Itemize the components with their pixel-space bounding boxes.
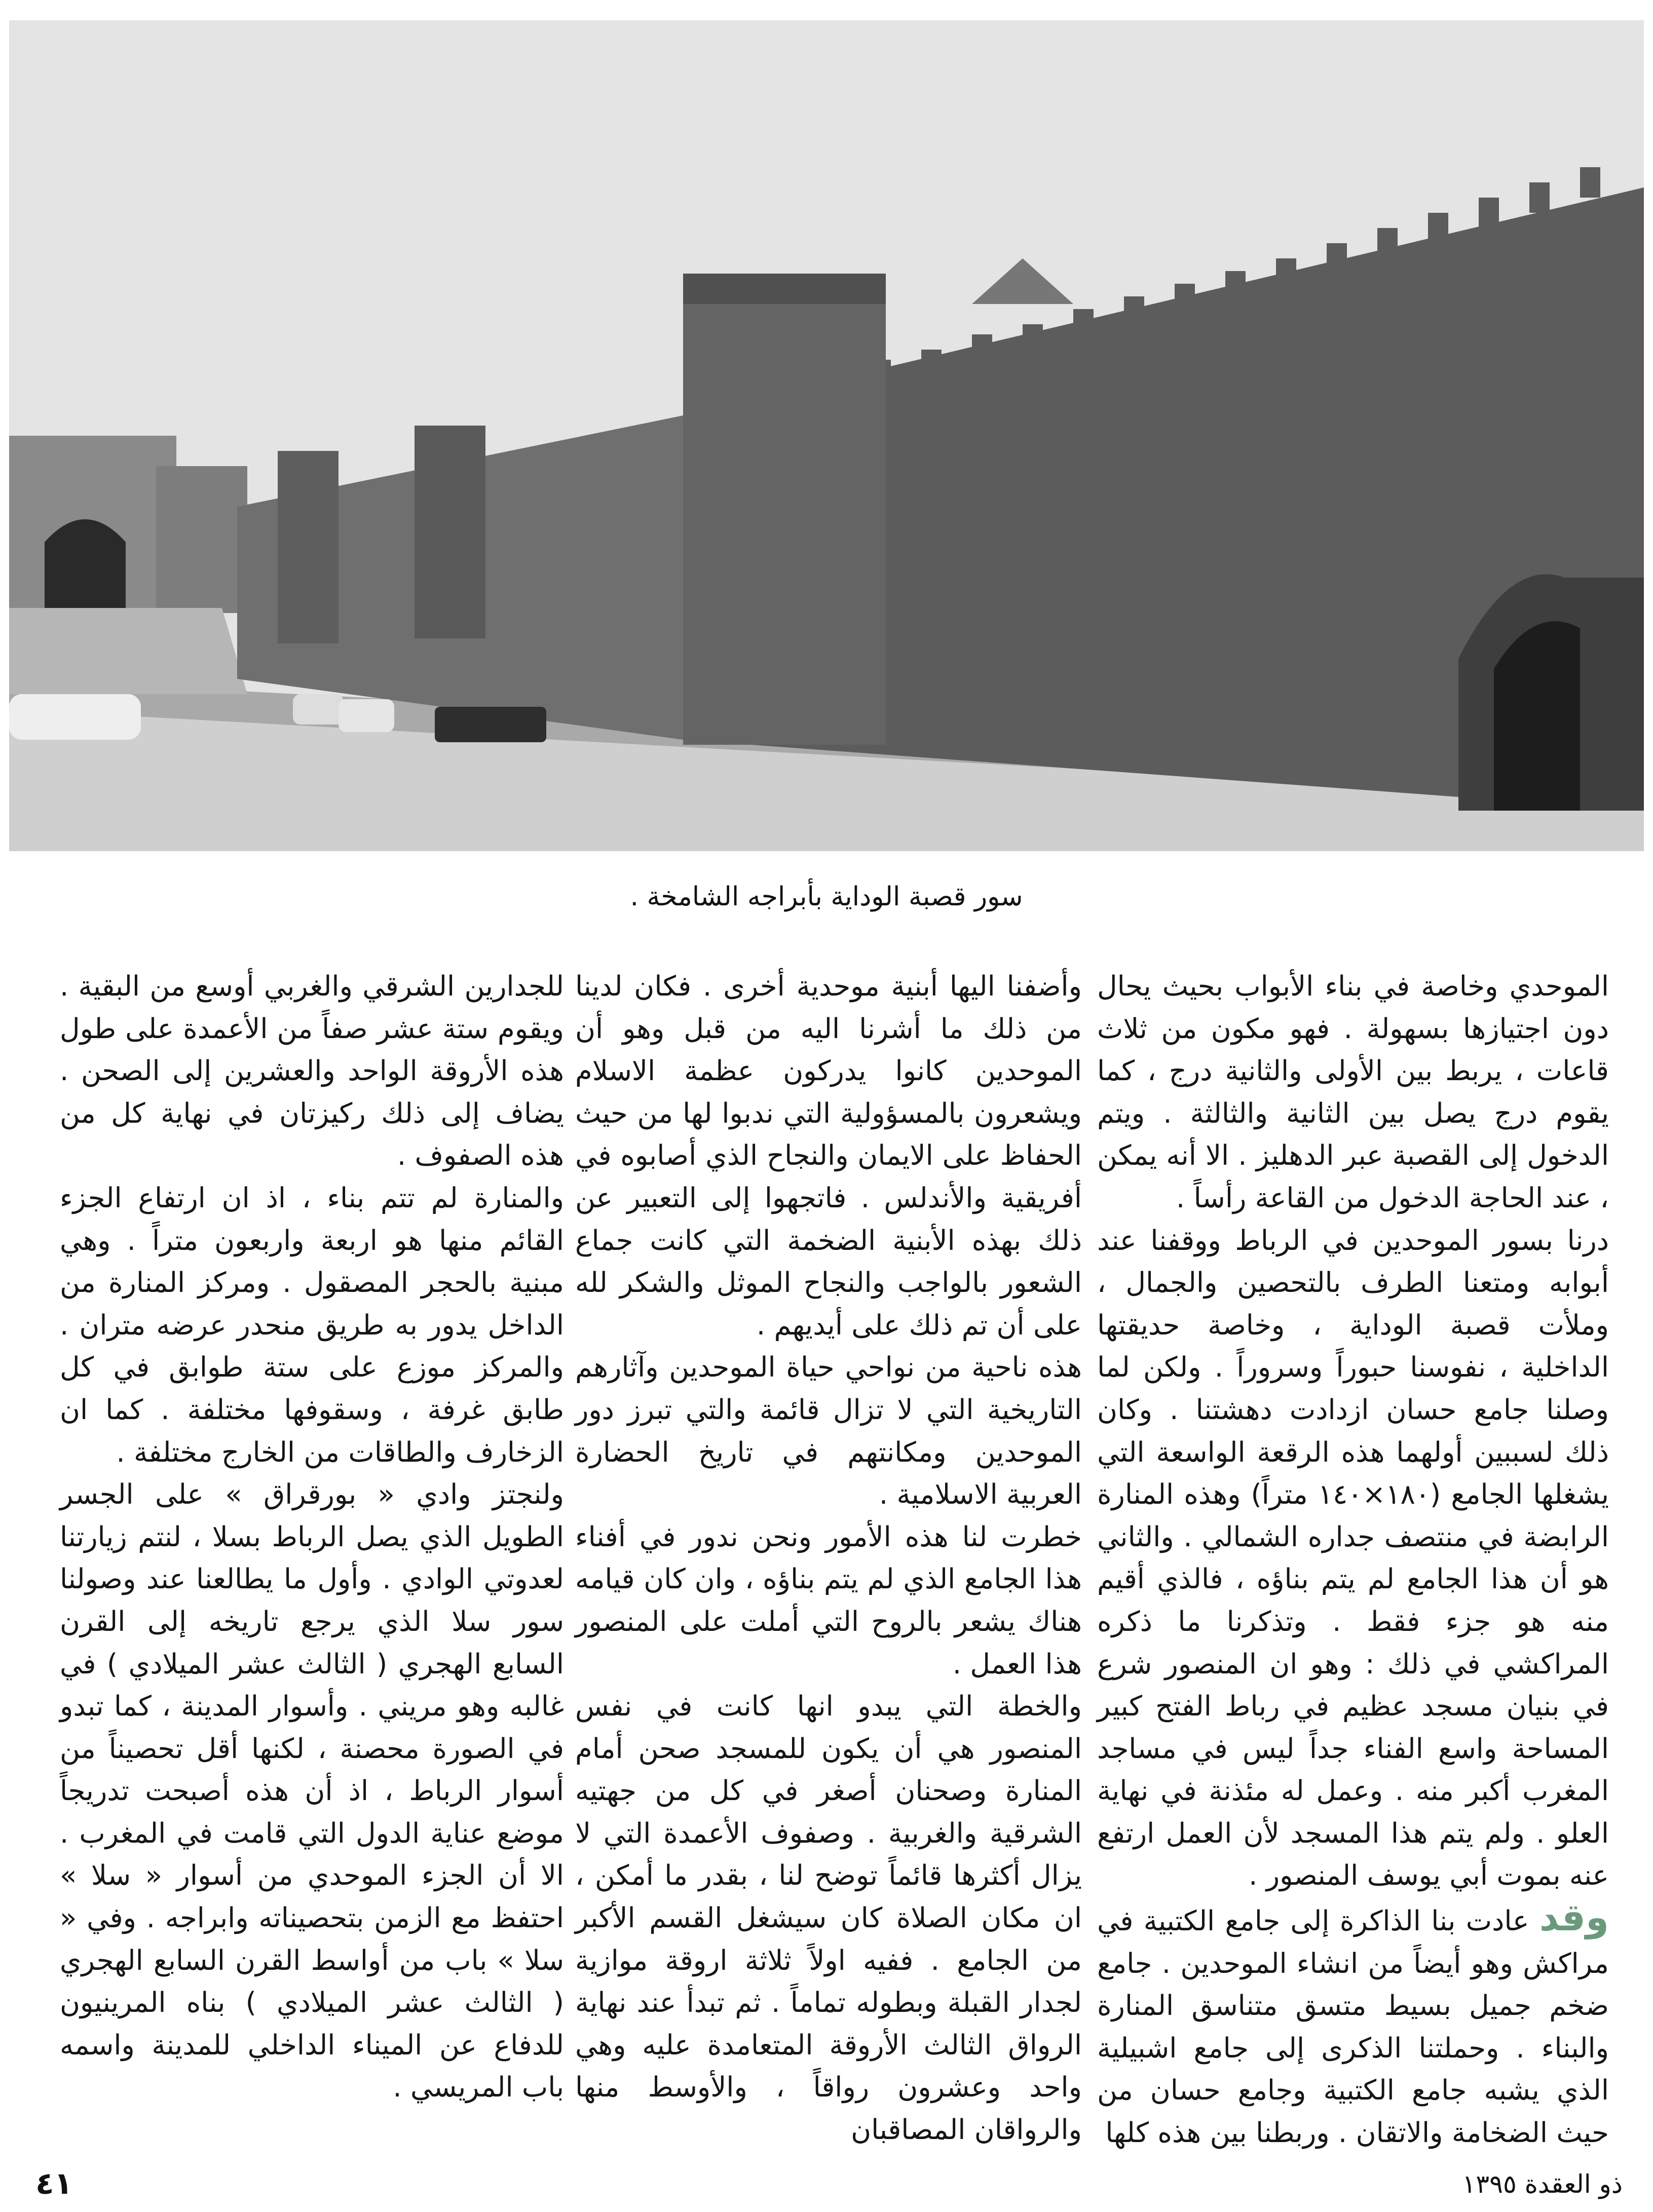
paragraph: للجدارين الشرقي والغربي أوسع من البقية . ويقوم ستة عشر صفاً من الأعمدة على طول هذه الأروقة الواحد والعشرين إلى الصحن . يضاف إلى ذلك ركيزتان في نهاية كل من هذه الصفوف . <box>60 970 564 1172</box>
text-column-right <box>1097 965 1609 2149</box>
paragraph: درنا بسور الموحدين في الرباط ووقفنا عند أبوابه ومتعنا الطرف بالتحصين والجمال ، وملأت قصبة الوداية ، وخاصة حديقتها الداخلية ، نفوسنا حبوراً وسروراً . ولكن لما وصلنا جامع حسان ازدادت دهشتنا . وكان ذلك لسببين أولهما هذه الرقعة الواسعة التي يشغلها الجامع (١٨٠×١٤٠ متراً) وهذه المنارة الرابضة في منتصف جداره الشمالي . والثاني هو أن هذا الجامع لم يتم بناؤه ، فالذي أقيم منه هو جزء فقط . وتذكرنا ما ذكره المراكشي في ذلك : وهو ان المنصور شرع في بنيان مسجد عظيم في رباط الفتح كبير المساحة واسع الفناء جداً ليس في مساجد المغرب أكبر منه . وعمل له مئذنة في نهاية العلو . ولم يتم هذا المسجد لأن العمل ارتفع عنه بموت أبي يوسف المنصور . <box>1097 1224 1609 1892</box>
page-number: ٤١ <box>35 2166 73 2201</box>
paragraph <box>1097 1897 1609 2154</box>
paragraph: خطرت لنا هذه الأمور ونحن ندور في أفناء هذا الجامع الذي لم يتم بناؤه ، وان كان قيامه هناك يشعر بالروح التي أملت على المنصور هذا العمل . <box>575 1520 1082 1680</box>
paragraph: وأضفنا اليها أبنية موحدية أخرى . فكان لدينا من ذلك ما أشرنا اليه من قبل وهو أن الموحدين كانوا يدركون عظمة الاسلام ويشعرون بالمسؤولية التي ندبوا لها من حيث الحفاظ على الايمان والنجاح الذي أصابوه في أفريقية والأندلس . فاتجهوا إلى التعبير عن ذلك بهذه الأبنية الضخمة التي كانت جماع الشعور بالواجب والنجاح الموثل والشكر لله على أن تم ذلك على أيديهم . <box>575 970 1082 1341</box>
paragraph: هذه ناحية من نواحي حياة الموحدين وآثارهم التاريخية التي لا تزال قائمة والتي تبرز دور الموحدين ومكانتهم في تاريخ الحضارة العربية الاسلامية . <box>575 1351 1082 1511</box>
paragraph: والمنارة لم تتم بناء ، اذ ان ارتفاع الجزء القائم منها هو اربعة واربعون متراً . وهي مبنية بالحجر المصقول . ومركز المنارة من الداخل يدور به طريق منحدر عرضه متران . والمركز موزع على ستة طوابق في كل طابق غرفة ، وسقوفها مختلفة . كما ان الزخارف والطاقات من الخارج مختلفة . <box>60 1181 564 1468</box>
paragraph: ولنجتز وادي « بورقراق » على الجسر الطويل الذي يصل الرباط بسلا ، لنتم زيارتنا لعدوتي الوادي . وأول ما يطالعنا عند وصولنا سور سلا الذي يرجع تاريخه إلى القرن السابع الهجري ( الثالث عشر الميلادي ) في غالبه وهو مريني . وأسوار المدينة ، كما تبدو في الصورة محصنة ، لكنها أقل تحصيناً من أسوار الرباط ، اذ أن هذه أصبحت تدريجاً موضع عناية الدول التي قامت في المغرب . الا أن الجزء الموحدي من أسوار « سلا » احتفظ مع الزمن بتحصيناته وابراجه . وفي « سلا » باب من أواسط القرن السابع الهجري ( الثالث عشر الميلادي ) بناه المرينيون للدفاع عن الميناء الداخلي للمدينة واسمه باب المريسي . <box>60 1478 564 2104</box>
text-column-left <box>60 965 564 2104</box>
photo-kasbah-wall <box>9 20 1644 851</box>
photo-illustration <box>9 20 1644 851</box>
paragraph: الموحدي وخاصة في بناء الأبواب بحيث يحال دون اجتيازها بسهولة . فهو مكون من ثلاث قاعات ، يربط بين الأولى والثانية درج ، كما يقوم درج يصل بين الثانية والثالثة . ويتم الدخول إلى القصبة عبر الدهليز . الا أنه يمكن ، عند الحاجة الدخول من القاعة رأساً . <box>1097 970 1609 1214</box>
photo-caption: سور قصبة الوداية بأبراجه الشامخة . <box>630 882 1023 912</box>
footer-date: ذو العقدة ١٣٩٥ <box>1462 2169 1623 2199</box>
text-column-middle <box>575 965 1082 2146</box>
paragraph: والخطة التي يبدو انها كانت في نفس المنصور هي أن يكون للمسجد صحن أمام المنارة وصحنان أصغر في كل من جهتيه الشرقية والغربية . وصفوف الأعمدة التي لا يزال أكثرها قائماً توضح لنا ، بقدر ما أمكن ، ان مكان الصلاة كان سيشغل القسم الأكبر من الجامع . ففيه اولاً ثلاثة اروقة موازية لجدار القبلة وبطوله تماماً . ثم تبدأ عند نهاية الرواق الثالث الأروقة المتعامدة عليه وهي واحد وعشرون رواقاً ، والأوسط منها والرواقان المصاقبان <box>575 1690 1082 2146</box>
paragraph-text: عادت بنا الذاكرة إلى جامع الكتبية في مراكش وهو أيضاً من انشاء الموحدين . جامع ضخم جميل بسيط متسق متناسق المنارة والبناء . وحملتنا الذكرى إلى جامع اشبيلية الذي يشبه جامع الكتبية وجامع حسان من حيث الضخامة والاتقان . وربطنا بين هذه كلها <box>1097 1904 1609 2149</box>
dropcap: وقد <box>1539 1896 1609 1940</box>
